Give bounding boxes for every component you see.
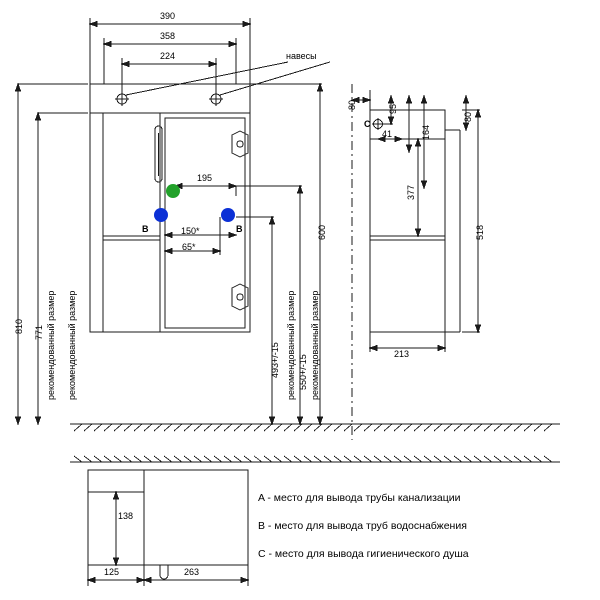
marker-label-b-right: B [236, 224, 243, 234]
plan-view-outline [88, 470, 248, 565]
marker-blue-outlet-left [154, 208, 168, 222]
front-view-outline [90, 84, 250, 332]
dim-side-80-left: 80 [347, 99, 357, 110]
marker-green-outlet [166, 184, 180, 198]
dim-390: 390 [160, 11, 176, 21]
dim-518: 518 [475, 224, 485, 240]
dim-side-80-right: 80 [463, 111, 473, 122]
legend-item-c: C - место для вывода гигиенического душа [258, 548, 469, 560]
dim-358: 358 [160, 31, 176, 41]
marker-label-c: C [364, 119, 371, 129]
dim-195: 195 [197, 173, 213, 183]
dim-125: 125 [104, 567, 120, 577]
dim-164: 164 [421, 124, 431, 140]
dim-810: 810 [14, 318, 24, 334]
dim-771: 771 [34, 324, 44, 340]
rec-size-600: рекомендованный размер [310, 290, 320, 400]
dim-224: 224 [160, 51, 176, 61]
dim-138: 138 [118, 511, 134, 521]
label-navesy: навесы [286, 51, 317, 61]
dim-65: 65* [182, 242, 196, 252]
rec-size-771: рекомендованный размер [67, 290, 77, 400]
legend-item-b: B - место для вывода труб водоснабжения [258, 520, 467, 532]
legend-item-a: A - место для вывода трубы канализации [258, 492, 461, 504]
rec-size-810: рекомендованный размер [46, 290, 56, 400]
marker-label-b-left: B [142, 224, 149, 234]
dim-95: 95 [388, 103, 398, 114]
dim-263: 263 [184, 567, 200, 577]
dim-550: 550+/-15 [298, 354, 308, 390]
dim-150: 150* [181, 226, 200, 236]
side-view-outline [370, 110, 445, 332]
dim-493: 493+/-15 [270, 342, 280, 378]
dim-377: 377 [406, 184, 416, 200]
rec-size-550: рекомендованный размер [286, 290, 296, 400]
marker-blue-outlet-right [221, 208, 235, 222]
dim-600: 600 [317, 224, 327, 240]
dim-41: 41 [382, 129, 393, 139]
dim-213: 213 [394, 349, 410, 359]
